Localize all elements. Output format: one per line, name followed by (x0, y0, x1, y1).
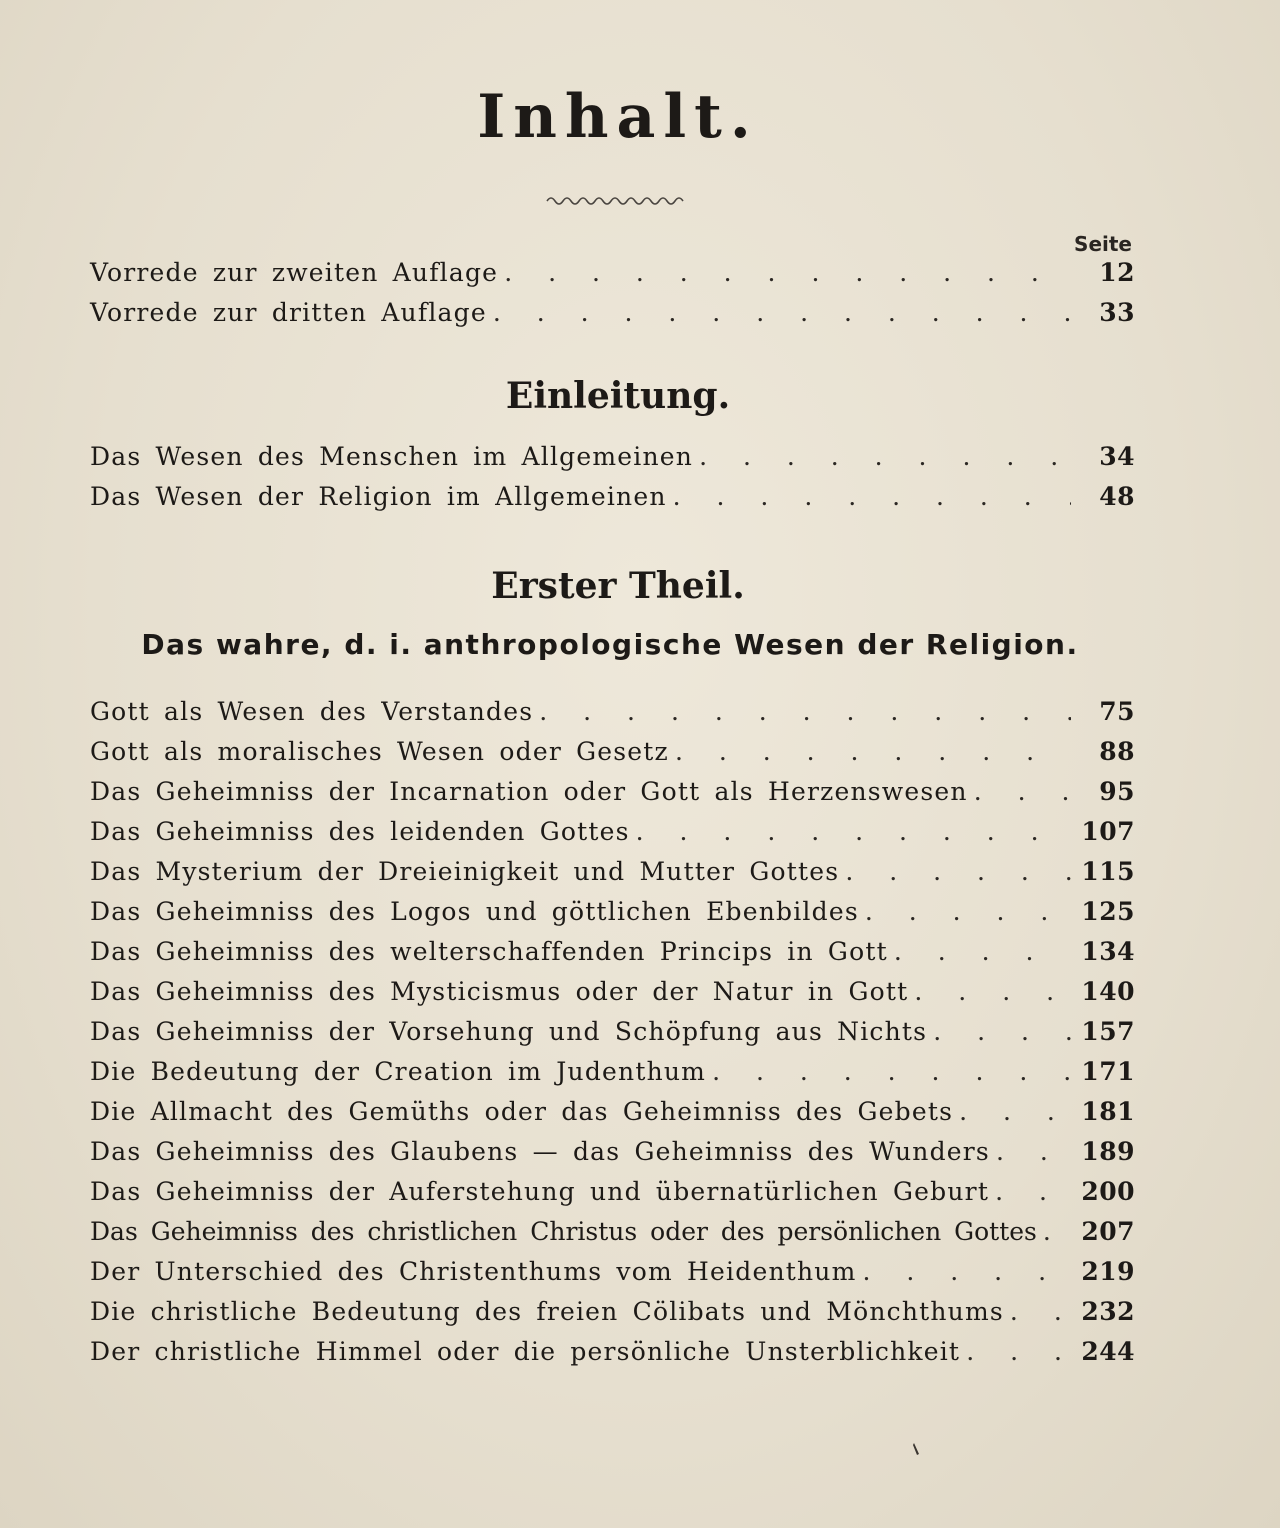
toc-entry-page: 207 (1081, 1217, 1135, 1246)
toc-entry (90, 1097, 1135, 1137)
erster-theil-subheading: Das wahre, d. i. anthropologische Wesen der Religion. (141, 628, 1079, 661)
leader-dots (894, 937, 1071, 966)
toc-entry-title: Vorrede zur zweiten Auflage (90, 258, 499, 287)
leader-dots (636, 817, 1071, 846)
leader-dots (539, 697, 1071, 726)
toc-entry (90, 1297, 1135, 1337)
toc-entry (90, 897, 1135, 937)
leader-dots (974, 777, 1071, 806)
leader-dots (845, 857, 1071, 886)
toc-entry-page: 200 (1081, 1177, 1135, 1206)
toc-entry (90, 1057, 1135, 1097)
seite-column-label: Seite (1074, 232, 1132, 256)
toc-entry-title: Das Geheimniss des Glaubens — das Geheimniss des Wunders (90, 1137, 990, 1166)
toc-entry-page: 219 (1081, 1257, 1135, 1286)
toc-entry-title: Das Geheimniss des Mysticismus oder der Natur in Gott (90, 977, 909, 1006)
leader-dots (914, 977, 1071, 1006)
toc-entry-title: Der christliche Himmel oder die persönliche Unsterblichkeit (90, 1337, 961, 1366)
toc-entry (90, 1137, 1135, 1177)
toc-entry (90, 857, 1135, 897)
toc-entry (90, 298, 1135, 338)
leader-dots (699, 442, 1071, 471)
toc-entry (90, 817, 1135, 857)
leader-dots (966, 1337, 1071, 1366)
toc-entry-title: Die Bedeutung der Creation im Judenthum (90, 1057, 707, 1086)
toc-entry-page: 157 (1081, 1017, 1135, 1046)
toc-entry (90, 1337, 1135, 1377)
toc-vorreden (90, 258, 1135, 338)
toc-entry-page: 88 (1099, 737, 1135, 766)
toc-entry-page: 125 (1081, 897, 1135, 926)
toc-entry-page: 134 (1081, 937, 1135, 966)
toc-entry-page: 48 (1099, 482, 1135, 511)
toc-entry-page: 34 (1099, 442, 1135, 471)
toc-entry-title: Der Unterschied des Christenthums vom Heidenthum (90, 1257, 857, 1286)
toc-entry (90, 1257, 1135, 1297)
leader-dots (712, 1057, 1071, 1086)
toc-entry-page: 140 (1081, 977, 1135, 1006)
toc-entry-title: Das Wesen der Religion im Allgemeinen (90, 482, 667, 511)
ink-speck-icon (912, 1442, 922, 1456)
toc-entry-title: Gott als moralisches Wesen oder Gesetz (90, 737, 669, 766)
page-title: Inhalt. (477, 82, 759, 152)
toc-entry-page: 33 (1099, 298, 1135, 327)
toc-entry (90, 482, 1135, 522)
leader-dots (995, 1177, 1071, 1206)
erster-theil-heading: Erster Theil. (491, 565, 745, 607)
leader-dots (1010, 1297, 1071, 1326)
toc-entry-page: 115 (1081, 857, 1135, 886)
toc-entry (90, 1017, 1135, 1057)
toc-entry-title: Das Geheimniss des leidenden Gottes (90, 817, 630, 846)
wavy-ornament-icon (545, 192, 690, 210)
toc-erster-theil (90, 697, 1135, 1377)
toc-entry (90, 937, 1135, 977)
leader-dots (959, 1097, 1071, 1126)
toc-entry-title: Die Allmacht des Gemüths oder das Geheimniss des Gebets (90, 1097, 954, 1126)
toc-entry-page: 75 (1099, 697, 1135, 726)
toc-entry-title: Das Geheimniss der Vorsehung und Schöpfung aus Nichts (90, 1017, 928, 1046)
leader-dots (1043, 1217, 1071, 1246)
toc-entry-title: Das Geheimniss des Logos und göttlichen Ebenbildes (90, 897, 859, 926)
toc-entry-page: 244 (1081, 1337, 1135, 1366)
leader-dots (933, 1017, 1071, 1046)
leader-dots (996, 1137, 1071, 1166)
toc-entry (90, 1177, 1135, 1217)
toc-einleitung (90, 442, 1135, 522)
leader-dots (673, 482, 1071, 511)
leader-dots (504, 258, 1071, 287)
toc-entry (90, 977, 1135, 1017)
leader-dots (675, 737, 1071, 766)
toc-entry-title: Das Geheimniss des welterschaffenden Princips in Gott (90, 937, 888, 966)
toc-entry-page: 232 (1081, 1297, 1135, 1326)
toc-entry-title: Das Geheimniss der Incarnation oder Gott als Herzenswesen (90, 777, 968, 806)
toc-entry (90, 697, 1135, 737)
toc-entry-title: Das Wesen des Menschen im Allgemeinen (90, 442, 694, 471)
toc-entry-page: 181 (1081, 1097, 1135, 1126)
toc-entry (90, 777, 1135, 817)
toc-entry-page: 12 (1099, 258, 1135, 287)
toc-entry (90, 258, 1135, 298)
leader-dots (865, 897, 1071, 926)
toc-entry-title: Gott als Wesen des Verstandes (90, 697, 534, 726)
toc-entry-page: 189 (1081, 1137, 1135, 1166)
toc-entry (90, 737, 1135, 777)
toc-entry-page: 171 (1081, 1057, 1135, 1086)
toc-entry-title: Die christliche Bedeutung des freien Cölibats und Mönchthums (90, 1297, 1004, 1326)
leader-dots (863, 1257, 1072, 1286)
toc-entry-title: Das Geheimniss der Auferstehung und übernatürlichen Geburt (90, 1177, 990, 1206)
toc-entry (90, 442, 1135, 482)
toc-entry (90, 1217, 1135, 1257)
einleitung-heading: Einleitung. (505, 375, 731, 417)
toc-entry-title: Vorrede zur dritten Auflage (90, 298, 487, 327)
toc-entry-title: Das Geheimniss des christlichen Christus oder des persönlichen Gottes (90, 1217, 1037, 1246)
toc-entry-page: 107 (1081, 817, 1135, 846)
toc-entry-page: 95 (1099, 777, 1135, 806)
leader-dots (493, 298, 1071, 327)
toc-entry-title: Das Mysterium der Dreieinigkeit und Mutter Gottes (90, 857, 840, 886)
